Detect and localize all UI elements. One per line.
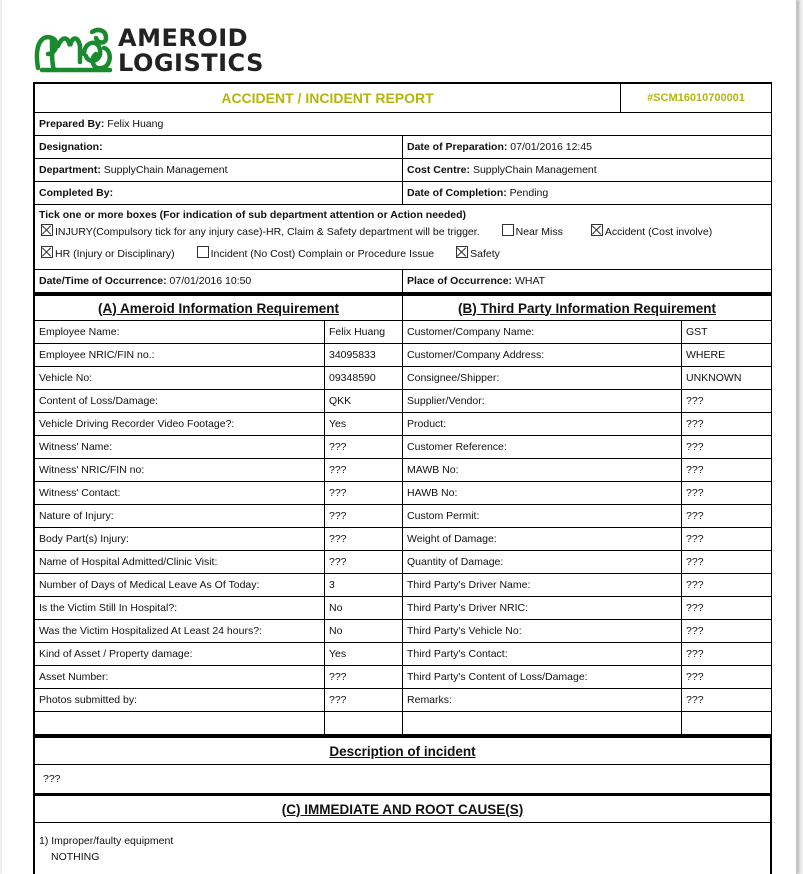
report-title: ACCIDENT / INCIDENT REPORT	[35, 84, 621, 113]
section-b-label: Consignee/Shipper:	[403, 367, 682, 390]
table-row	[35, 367, 772, 390]
root-cause-item-label: 1) Improper/faulty equipment	[39, 835, 174, 847]
section-a-label: Asset Number:	[35, 666, 325, 689]
section-a-label: Is the Victim Still In Hospital?:	[35, 597, 325, 620]
section-b-label: Third Party's Driver NRIC:	[403, 597, 682, 620]
section-a-label: Witness' Name:	[35, 436, 325, 459]
section-b-label: Customer/Company Address:	[403, 344, 682, 367]
description-value: ???	[35, 765, 771, 795]
section-b-label: Third Party's Vehicle No:	[403, 620, 682, 643]
section-b-label: Third Party's Contact:	[403, 643, 682, 666]
date-of-completion-label: Date of Completion:	[407, 187, 507, 199]
section-a-label: Name of Hospital Admitted/Clinic Visit:	[35, 551, 325, 574]
section-a-label: Photos submitted by:	[35, 689, 325, 712]
section-a-value: No	[325, 620, 403, 643]
table-row	[35, 344, 772, 367]
table-row	[35, 505, 772, 528]
date-of-preparation-value: 07/01/2016 12:45	[510, 141, 593, 153]
section-b-label: MAWB No:	[403, 459, 682, 482]
section-a-value: ???	[325, 666, 403, 689]
safety-checkbox[interactable]	[456, 246, 468, 258]
table-row	[35, 413, 772, 436]
option-hr[interactable]	[41, 243, 175, 265]
company-name-line2: LOGISTICS	[118, 49, 264, 77]
section-b-value: ???	[682, 620, 772, 643]
near-miss-checkbox[interactable]	[502, 224, 514, 236]
completed-by-label: Completed By:	[39, 187, 114, 199]
designation-label: Designation:	[39, 141, 103, 153]
cost-centre-value: SupplyChain Management	[472, 164, 597, 176]
section-b-value: ???	[682, 597, 772, 620]
option-safety[interactable]	[456, 243, 500, 265]
section-b-value: ???	[682, 551, 772, 574]
section-a-label: Vehicle Driving Recorder Video Footage?:	[35, 413, 325, 436]
company-logo	[32, 24, 264, 80]
section-a-value: QKK	[325, 390, 403, 413]
section-b-label: Quantity of Damage:	[403, 551, 682, 574]
injury-checkbox[interactable]	[41, 224, 53, 236]
section-a-label: Vehicle No:	[35, 367, 325, 390]
prepared-by-label: Prepared By:	[39, 118, 105, 130]
section-a-value: ???	[325, 689, 403, 712]
section-b-value: ???	[682, 390, 772, 413]
date-of-preparation-label: Date of Preparation:	[407, 141, 508, 153]
section-b-label: Product:	[403, 413, 682, 436]
table-row	[35, 666, 772, 689]
accident-checkbox[interactable]	[591, 224, 603, 236]
section-b-value: WHERE	[682, 344, 772, 367]
table-row	[35, 620, 772, 643]
report-page	[2, 0, 797, 874]
information-table	[34, 293, 772, 735]
date-of-occurrence-label: Date/Time of Occurrence:	[39, 275, 167, 287]
section-a-label: Employee NRIC/FIN no.:	[35, 344, 325, 367]
description-table	[34, 735, 771, 874]
section-a-label: Witness' NRIC/FIN no:	[35, 459, 325, 482]
section-b-value: ???	[682, 666, 772, 689]
department-value: SupplyChain Management	[103, 164, 228, 176]
section-b-label: Third Party's Content of Loss/Damage:	[403, 666, 682, 689]
section-b-value: ???	[682, 459, 772, 482]
section-a-value: ???	[325, 459, 403, 482]
option-injury-label: INJURY(Compulsory tick for any injury case)-HR, Claim & Safety department will be trigger.	[55, 226, 480, 238]
table-row	[35, 482, 772, 505]
section-a-value: ???	[325, 482, 403, 505]
section-a-label: Nature of Injury:	[35, 505, 325, 528]
section-b-label: Third Party's Driver Name:	[403, 574, 682, 597]
tick-boxes-section	[35, 205, 772, 270]
place-of-occurrence-value: WHAT	[514, 275, 546, 287]
prepared-by-value: Felix Huang	[107, 118, 164, 130]
table-row	[35, 574, 772, 597]
section-a-value: No	[325, 597, 403, 620]
section-b-value: GST	[682, 321, 772, 344]
company-name-line1: AMEROID	[118, 24, 249, 52]
table-row	[35, 528, 772, 551]
report-id: #SCM16010700001	[621, 84, 772, 113]
table-row	[35, 459, 772, 482]
table-row	[35, 436, 772, 459]
option-injury[interactable]	[41, 221, 480, 243]
section-b-label: Remarks:	[403, 689, 682, 712]
section-a-value: ???	[325, 551, 403, 574]
date-of-completion-value: Pending	[509, 187, 549, 199]
section-b-value: ???	[682, 643, 772, 666]
hr-checkbox[interactable]	[41, 246, 53, 258]
section-a-label: Body Part(s) Injury:	[35, 528, 325, 551]
section-a-value: 09348590	[325, 367, 403, 390]
section-a-value: ???	[325, 436, 403, 459]
section-a-value: Yes	[325, 413, 403, 436]
section-b-value: ???	[682, 689, 772, 712]
table-row	[35, 390, 772, 413]
option-accident[interactable]	[591, 221, 712, 243]
table-row	[35, 597, 772, 620]
option-incident[interactable]	[197, 243, 435, 265]
tick-boxes-heading: Tick one or more boxes (For indication of sub department attention or Action needed)	[39, 209, 467, 221]
option-near-miss[interactable]	[502, 221, 563, 243]
section-b-label: Custom Permit:	[403, 505, 682, 528]
section-a-title: (A) Ameroid Information Requirement	[98, 300, 340, 316]
section-a-label: Was the Victim Hospitalized At Least 24 hours?:	[35, 620, 325, 643]
company-name	[118, 26, 264, 76]
section-a-value: Felix Huang	[325, 321, 403, 344]
table-row	[35, 643, 772, 666]
table-row	[35, 689, 772, 712]
option-incident-label: Incident (No Cost) Complain or Procedure Issue	[210, 248, 435, 260]
table-row	[35, 321, 772, 344]
report-header-table	[34, 83, 772, 293]
section-b-label: Supplier/Vendor:	[403, 390, 682, 413]
section-a-value: Yes	[325, 643, 403, 666]
section-b-label: Customer Reference:	[403, 436, 682, 459]
section-a-label: Kind of Asset / Property damage:	[35, 643, 325, 666]
incident-checkbox[interactable]	[197, 246, 209, 258]
date-of-occurrence-value: 07/01/2016 10:50	[169, 275, 252, 287]
root-cause-item	[35, 823, 771, 874]
section-b-value: ???	[682, 574, 772, 597]
section-a-label: Employee Name:	[35, 321, 325, 344]
section-b-value: ???	[682, 482, 772, 505]
section-b-title: (B) Third Party Information Requirement	[458, 300, 717, 316]
option-near-miss-label: Near Miss	[515, 226, 563, 238]
section-a-value: ???	[325, 505, 403, 528]
report-form	[33, 82, 772, 874]
section-b-value: UNKNOWN	[682, 367, 772, 390]
option-hr-label: HR (Injury or Disciplinary)	[55, 248, 175, 260]
section-a-label: Number of Days of Medical Leave As Of Today:	[35, 574, 325, 597]
information-rows	[35, 321, 772, 712]
section-b-value: ???	[682, 413, 772, 436]
section-b-label: HAWB No:	[403, 482, 682, 505]
option-safety-label: Safety	[470, 248, 500, 260]
description-title: Description of incident	[35, 737, 771, 765]
table-row	[35, 551, 772, 574]
section-b-value: ???	[682, 505, 772, 528]
root-cause-item-value: NOTHING	[51, 851, 100, 863]
option-accident-label: Accident (Cost involve)	[604, 226, 713, 238]
cost-centre-label: Cost Centre:	[407, 164, 471, 176]
section-b-label: Weight of Damage:	[403, 528, 682, 551]
place-of-occurrence-label: Place of Occurrence:	[407, 275, 513, 287]
section-c-title: (C) IMMEDIATE AND ROOT CAUSE(S)	[35, 795, 771, 823]
section-b-value: ???	[682, 528, 772, 551]
section-a-label: Witness' Contact:	[35, 482, 325, 505]
section-a-label: Content of Loss/Damage:	[35, 390, 325, 413]
section-a-value: 34095833	[325, 344, 403, 367]
ameroid-logo-icon	[32, 24, 116, 76]
department-label: Department:	[39, 164, 101, 176]
section-b-label: Customer/Company Name:	[403, 321, 682, 344]
section-a-value: ???	[325, 528, 403, 551]
section-a-value: 3	[325, 574, 403, 597]
section-b-value: ???	[682, 436, 772, 459]
blank-row	[35, 712, 772, 735]
